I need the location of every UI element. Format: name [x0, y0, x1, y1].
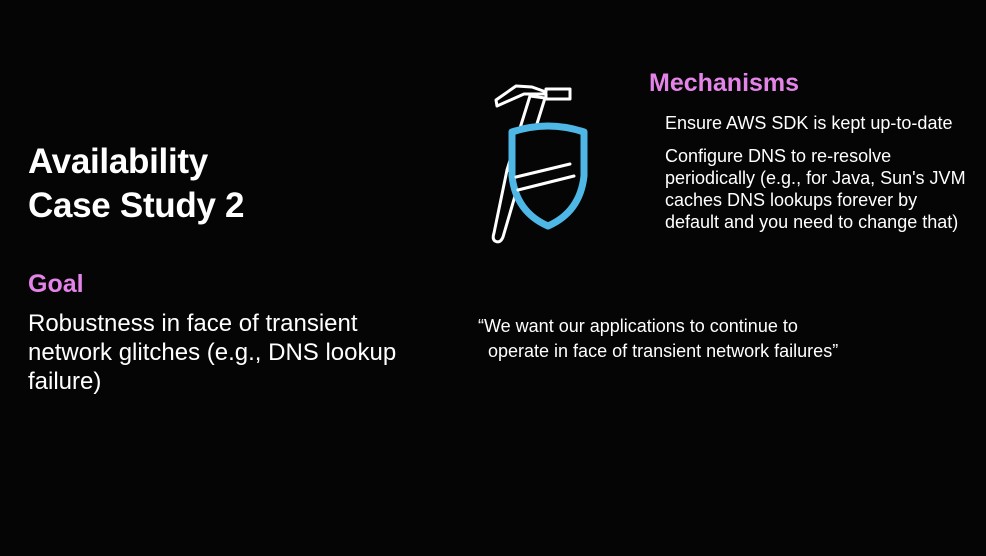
quote-line-1: “We want our applications to continue to [478, 316, 798, 336]
mechanisms-heading: Mechanisms [649, 69, 800, 97]
quote [478, 314, 948, 364]
mechanisms-item-sdk: Ensure AWS SDK is kept up-to-date [665, 113, 953, 133]
mechanisms-item-dns: Configure DNS to re-resolve periodically (e.g., for Java, Sun's JVM caches DNS lookups forever by default and you need to change that) [665, 146, 966, 232]
goal-heading: Goal [28, 270, 84, 298]
slide-title [28, 140, 348, 228]
hammer-and-shield-icon [490, 84, 592, 248]
mechanisms-list [665, 112, 975, 244]
goal-text: Robustness in face of transient network glitches (e.g., DNS lookup failure) [28, 310, 397, 395]
slide-title-line-1: Availability [28, 142, 208, 181]
slide-title-line-2: Case Study 2 [28, 186, 245, 225]
quote-line-2: operate in face of transient network failures” [488, 341, 839, 361]
